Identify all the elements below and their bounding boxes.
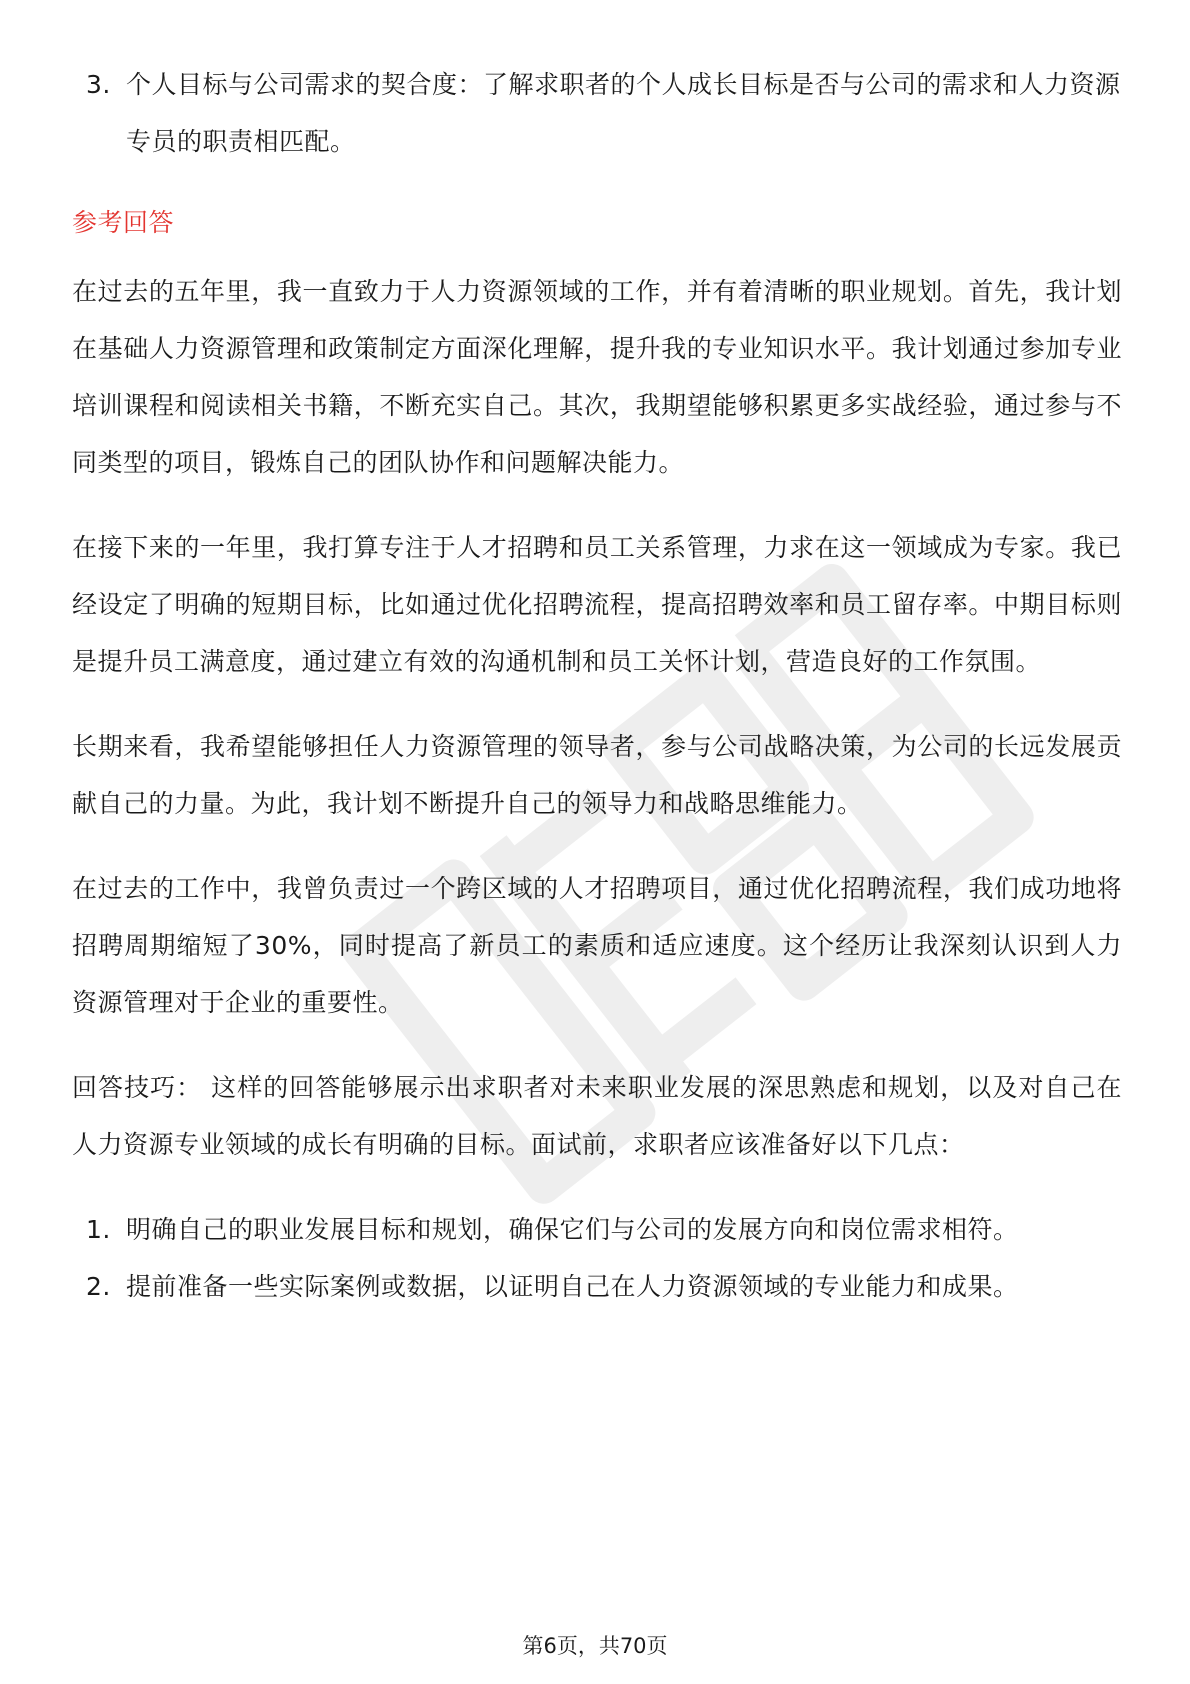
list-item	[72, 1258, 1122, 1315]
paragraph-2: 在接下来的一年里，我打算专注于人才招聘和员工关系管理，力求在这一领域成为专家。我已经设定了明确的短期目标，比如通过优化招聘流程，提高招聘效率和员工留存率。中期目标则是提升员工满意度，通过建立有效的沟通机制和员工关怀计划，营造良好的工作氛围。	[72, 533, 1122, 676]
page-footer: 第6页，共70页	[522, 1634, 668, 1658]
list-item	[72, 1201, 1122, 1258]
list-number: 1.	[86, 1215, 111, 1244]
paragraph-3: 长期来看，我希望能够担任人力资源管理的领导者，参与公司战略决策，为公司的长远发展贡献自己的力量。为此，我计划不断提升自己的领导力和战略思维能力。	[72, 732, 1122, 818]
paragraph-4: 在过去的工作中，我曾负责过一个跨区域的人才招聘项目，通过优化招聘流程，我们成功地将招聘周期缩短了30%，同时提高了新员工的素质和适应速度。这个经历让我深刻认识到人力资源管理对于企业的重要性。	[72, 874, 1122, 1017]
list-text: 提前准备一些实际案例或数据，以证明自己在人力资源领域的专业能力和成果。	[126, 1272, 1019, 1301]
paragraph-5: 回答技巧： 这样的回答能够展示出求职者对未来职业发展的深思熟虑和规划，以及对自己在人力资源专业领域的成长有明确的目标。面试前，求职者应该准备好以下几点：	[72, 1073, 1122, 1159]
list-text: 个人目标与公司需求的契合度：了解求职者的个人成长目标是否与公司的需求和人力资源专员的职责相匹配。	[126, 70, 1121, 156]
content	[72, 56, 1122, 1315]
paragraph-1: 在过去的五年里，我一直致力于人力资源领域的工作，并有着清晰的职业规划。首先，我计划在基础人力资源管理和政策制定方面深化理解，提升我的专业知识水平。我计划通过参加专业培训课程和阅读相关书籍，不断充实自己。其次，我期望能够积累更多实战经验，通过参与不同类型的项目，锻炼自己的团队协作和问题解决能力。	[72, 277, 1122, 477]
section-heading: 参考回答	[72, 208, 175, 237]
list-number: 3.	[86, 70, 111, 99]
list-item	[72, 56, 1122, 170]
list-number: 2.	[86, 1272, 111, 1301]
list-text: 明确自己的职业发展目标和规划，确保它们与公司的发展方向和岗位需求相符。	[126, 1215, 1019, 1244]
